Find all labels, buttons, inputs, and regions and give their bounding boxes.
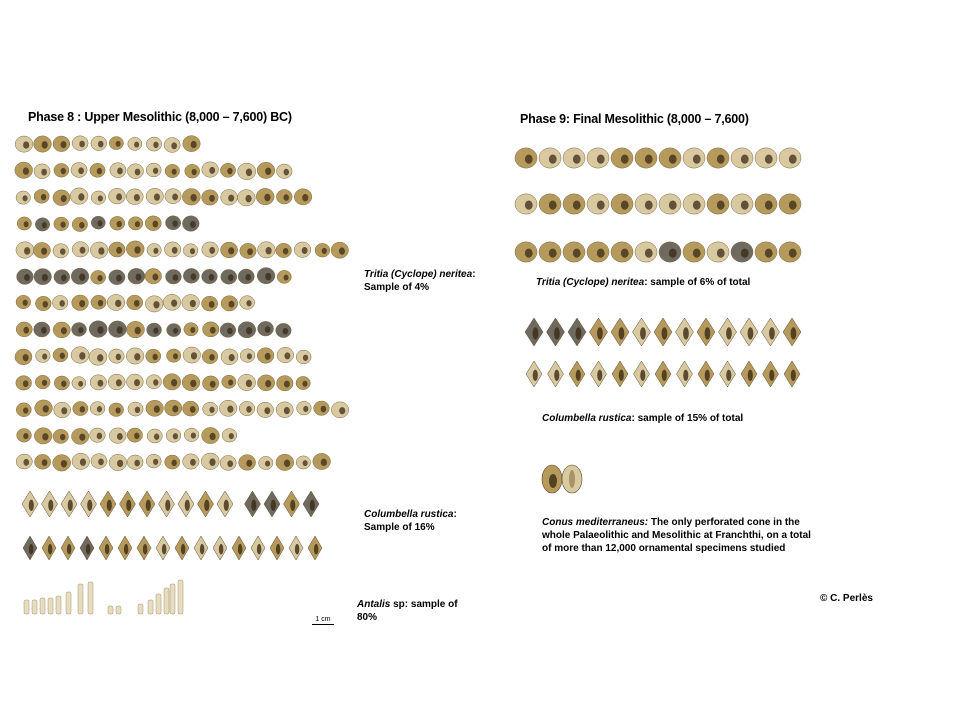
- phase8-antalis-caption: Antalis sp: sample of 80%: [357, 599, 458, 623]
- antalis-shells-phase8-photo: [20, 580, 190, 616]
- scale-line: [312, 624, 334, 625]
- phase8-antalis-species: Antalis: [357, 599, 391, 610]
- phase9-tritia-caption: Tritia (Cyclope) neritea: sample of 6% of total: [536, 277, 751, 288]
- photo-credit: © C. Perlès: [820, 593, 873, 604]
- tritia-shells-phase9-photo: [512, 140, 812, 270]
- columbella-shells-phase9-photo: [522, 312, 812, 394]
- scale-bar: [312, 616, 334, 625]
- columbella-shells-phase8-photo: [14, 484, 334, 569]
- phase8-columbella-caption: Columbella rustica: Sample of 16%: [364, 509, 457, 533]
- phase9-columbella-caption: Columbella rustica: sample of 15% of total: [542, 413, 744, 424]
- phase9-conus-species: Conus mediterraneus:: [542, 517, 649, 528]
- phase8-title: Phase 8 : Upper Mesolithic (8,000 – 7,600) BC): [28, 110, 292, 124]
- conus-shells-phase9-photo: [540, 462, 584, 496]
- phase9-columbella-species: Columbella rustica: [542, 413, 632, 424]
- phase8-columbella-species: Columbella rustica: [364, 509, 454, 520]
- phase8-tritia-species: Tritia (Cyclope) neritea: [364, 269, 473, 280]
- tritia-shells-phase8-photo: [14, 128, 344, 478]
- scale-label: 1 cm: [315, 616, 331, 623]
- phase8-tritia-caption: Tritia (Cyclope) neritea: Sample of 4%: [364, 269, 476, 293]
- phase9-tritia-species: Tritia (Cyclope) neritea: [536, 277, 645, 288]
- phase9-conus-caption: Conus mediterraneus: The only perforated cone in the whole Palaeolithic and Mesolithic at Franchthi, on a total of more than 12,000 ornamental specimens studied: [542, 517, 811, 554]
- phase9-title: Phase 9: Final Mesolithic (8,000 – 7,600): [520, 112, 749, 126]
